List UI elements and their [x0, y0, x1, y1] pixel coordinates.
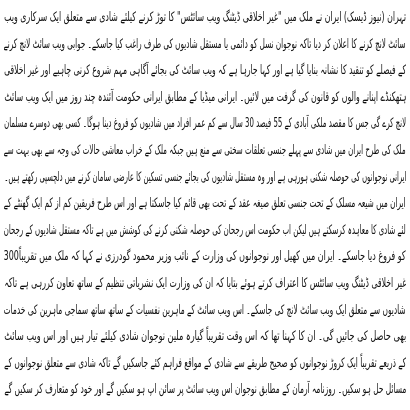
article-line-text: مسائل حل ہو سکیں۔ روزنامہ آرمان کے مطابق نوجوان اس ویب سائٹ پر سائن اپ ہو سکیں گے اور خود کو متعارف کر سکیں گے: [4, 382, 406, 398]
article-line-text: ایرانی نوجوانوں کی حوصلہ شکنی ہورہی ہے اور وہ مستقل شادیوں کی بجائے جنسی تسکین کا عارضی سامان کرنے میں دلچسپی رکھتے ہیں۔: [4, 169, 406, 185]
article-line: [4, 5, 406, 32]
article-line: [4, 138, 406, 165]
article-line-text: بھی حاصل کی جائیں گی۔ ان کا کہنا تھا کہ اس وقت تقریباً گیارہ ملین نوجوان شادی کیلئے تیار ہیں اور اس ویب سائٹ: [4, 329, 406, 345]
article-line-text: غیر اخلاقی ڈیٹنگ ویب سائٹس کا اعتراف کرتے ہوئے بتایا کہ ان کی وزارت ایک نشریاتی تنظیم کے ساتھ تعاون کررہی ہے تاکہ: [4, 275, 406, 291]
article-line: [4, 244, 406, 271]
news-article: [4, 5, 406, 404]
article-line: [4, 111, 406, 138]
article-line-text: ایران میں شیعہ مسلک کے تحت جنسی تعلق صیغہ عقد کے تحت بھی قائم کیا جاسکتا ہے اور اس طرح فریقین کم از کم ایک گھنٹے کے: [4, 196, 406, 212]
article-line-text: ہتھکنڈے اپنانے والوں کو قانون کی گرفت میں لائیں۔ ایرانی میڈیا کے مطابق ایرانی حکومت آئندہ چند روز میں ایک ویب سائٹ: [4, 89, 406, 105]
article-line: [4, 377, 406, 404]
article-line-text: شادیوں سے متعلق ایک ویب سائٹ لانچ کی جاسکے۔ اس ویب سائٹ کے ماہرین نفسیات کے ساتھ ساتھ سماجی ماہرین کی خدمات: [4, 302, 406, 318]
article-line-text: لانچ کرے گی جس کا مقصد ملکی آبادی کے 55 فیصد 30 سال سے کم عمر افراد میں شادیوں کو فروغ دینا ہوگا۔ کسی بھی دوسرے مسلمان: [4, 116, 406, 132]
article-line: [4, 85, 406, 112]
article-line: [4, 58, 406, 85]
article-line: [4, 298, 406, 325]
article-line: [4, 324, 406, 351]
article-line: [4, 271, 406, 298]
article-line-text: ملک کی طرح ایران میں شادی سے پہلے جنسی تعلقات سختی سے منع ہیں جبکہ ملک کے خراب معاشی حالات کی وجہ سے بھی بہت سے: [4, 142, 406, 158]
article-line-text: کے فیصلے کو تنقید کا نشانہ بنایا گیا ہے اور کہا جارہا ہے کہ ویب سائٹ کی بجائے آگاہی مہم شروع کرنی چاہیے اور غیر اخلاقی: [4, 63, 406, 79]
article-line: [4, 165, 406, 192]
article-line: [4, 191, 406, 218]
article-line-text: سائٹ لانچ کرنے کا اعلان کر دیا تاکہ نوجوان نسل کو دائمی یا مستقل شادیوں کی طرف راغب کیا جاسکے۔ جوابی ویب سائٹ لانچ کرنے: [4, 36, 406, 52]
article-line-text: لئے شادی کا معاہدہ کرسکتے ہیں لیکن اب حکومت اس رجحان کی حوصلہ شکنی کرنے کی کوشش میں ہے تاکہ مستقل شادیوں کے رجحان: [4, 222, 406, 238]
article-line-text: کو فروغ دیا جاسکے۔ ایران میں کھیل اور نوجوانوں کی وزارت کے نائب وزیر محمود گودرزی نے کہا کہ ملک میں تقریباً300: [4, 249, 406, 265]
article-line: [4, 32, 406, 59]
article-line-text: کے ذریعے تقریباً ایک کروڑ نوجوانوں کو صحیح طریقے سے شادی کے مواقع فراہم کئے جاسکیں گے تاکہ شادی سے متعلق نوجوانوں کے: [4, 355, 406, 371]
article-line: [4, 218, 406, 245]
article-line-text: تہران (نیوز ڈیسک) ایران نے ملک میں "غیر اخلاقی ڈیٹنگ ویب سائٹس" کا توڑ کرنے کیلئے شادی سے متعلق ایک سرکاری ویب: [4, 10, 406, 25]
article-line: [4, 351, 406, 378]
